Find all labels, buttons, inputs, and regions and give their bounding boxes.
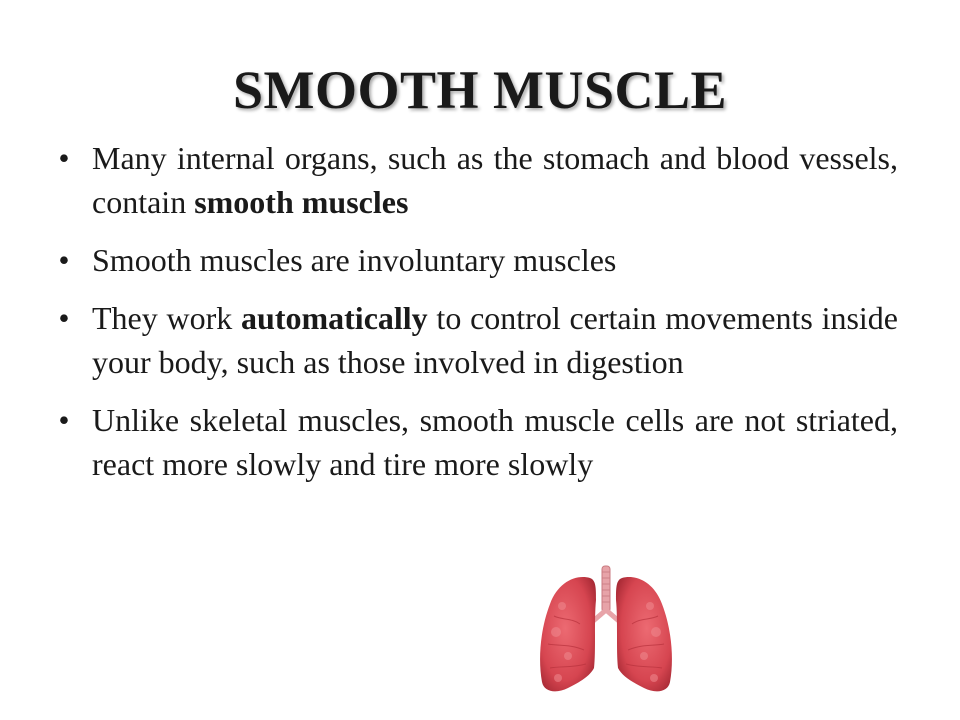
- bullet-text: Unlike skeletal muscles, smooth muscle cells are not striated, react more slowly and tire more slowly: [92, 402, 898, 482]
- trachea: [602, 566, 610, 612]
- bullet-item: [54, 136, 898, 224]
- bullet-text: They work: [92, 300, 242, 336]
- bullet-text-bold: smooth muscles: [194, 184, 409, 220]
- bullet-marker: •: [58, 300, 70, 336]
- left-lung: [540, 577, 596, 691]
- bullet-text: to control certain movements inside your body, such as those involved in digestion: [92, 300, 899, 380]
- bullet-marker: •: [58, 140, 70, 176]
- bullet-item: [54, 296, 898, 384]
- bullet-marker: •: [58, 402, 70, 438]
- right-lung: [616, 577, 672, 691]
- bullet-item: [54, 238, 898, 282]
- bullet-marker: •: [58, 242, 70, 278]
- lungs-icon: [528, 560, 684, 700]
- bullet-text: Many internal organs, such as the stomach and blood vessels, contain: [92, 140, 898, 220]
- slide-title: SMOOTH MUSCLE: [232, 60, 728, 120]
- bullet-list: [54, 136, 898, 500]
- bullet-text-bold: automatically: [241, 300, 428, 336]
- bullet-text: Smooth muscles are involuntary muscles: [92, 242, 617, 278]
- bullet-item: [54, 398, 898, 486]
